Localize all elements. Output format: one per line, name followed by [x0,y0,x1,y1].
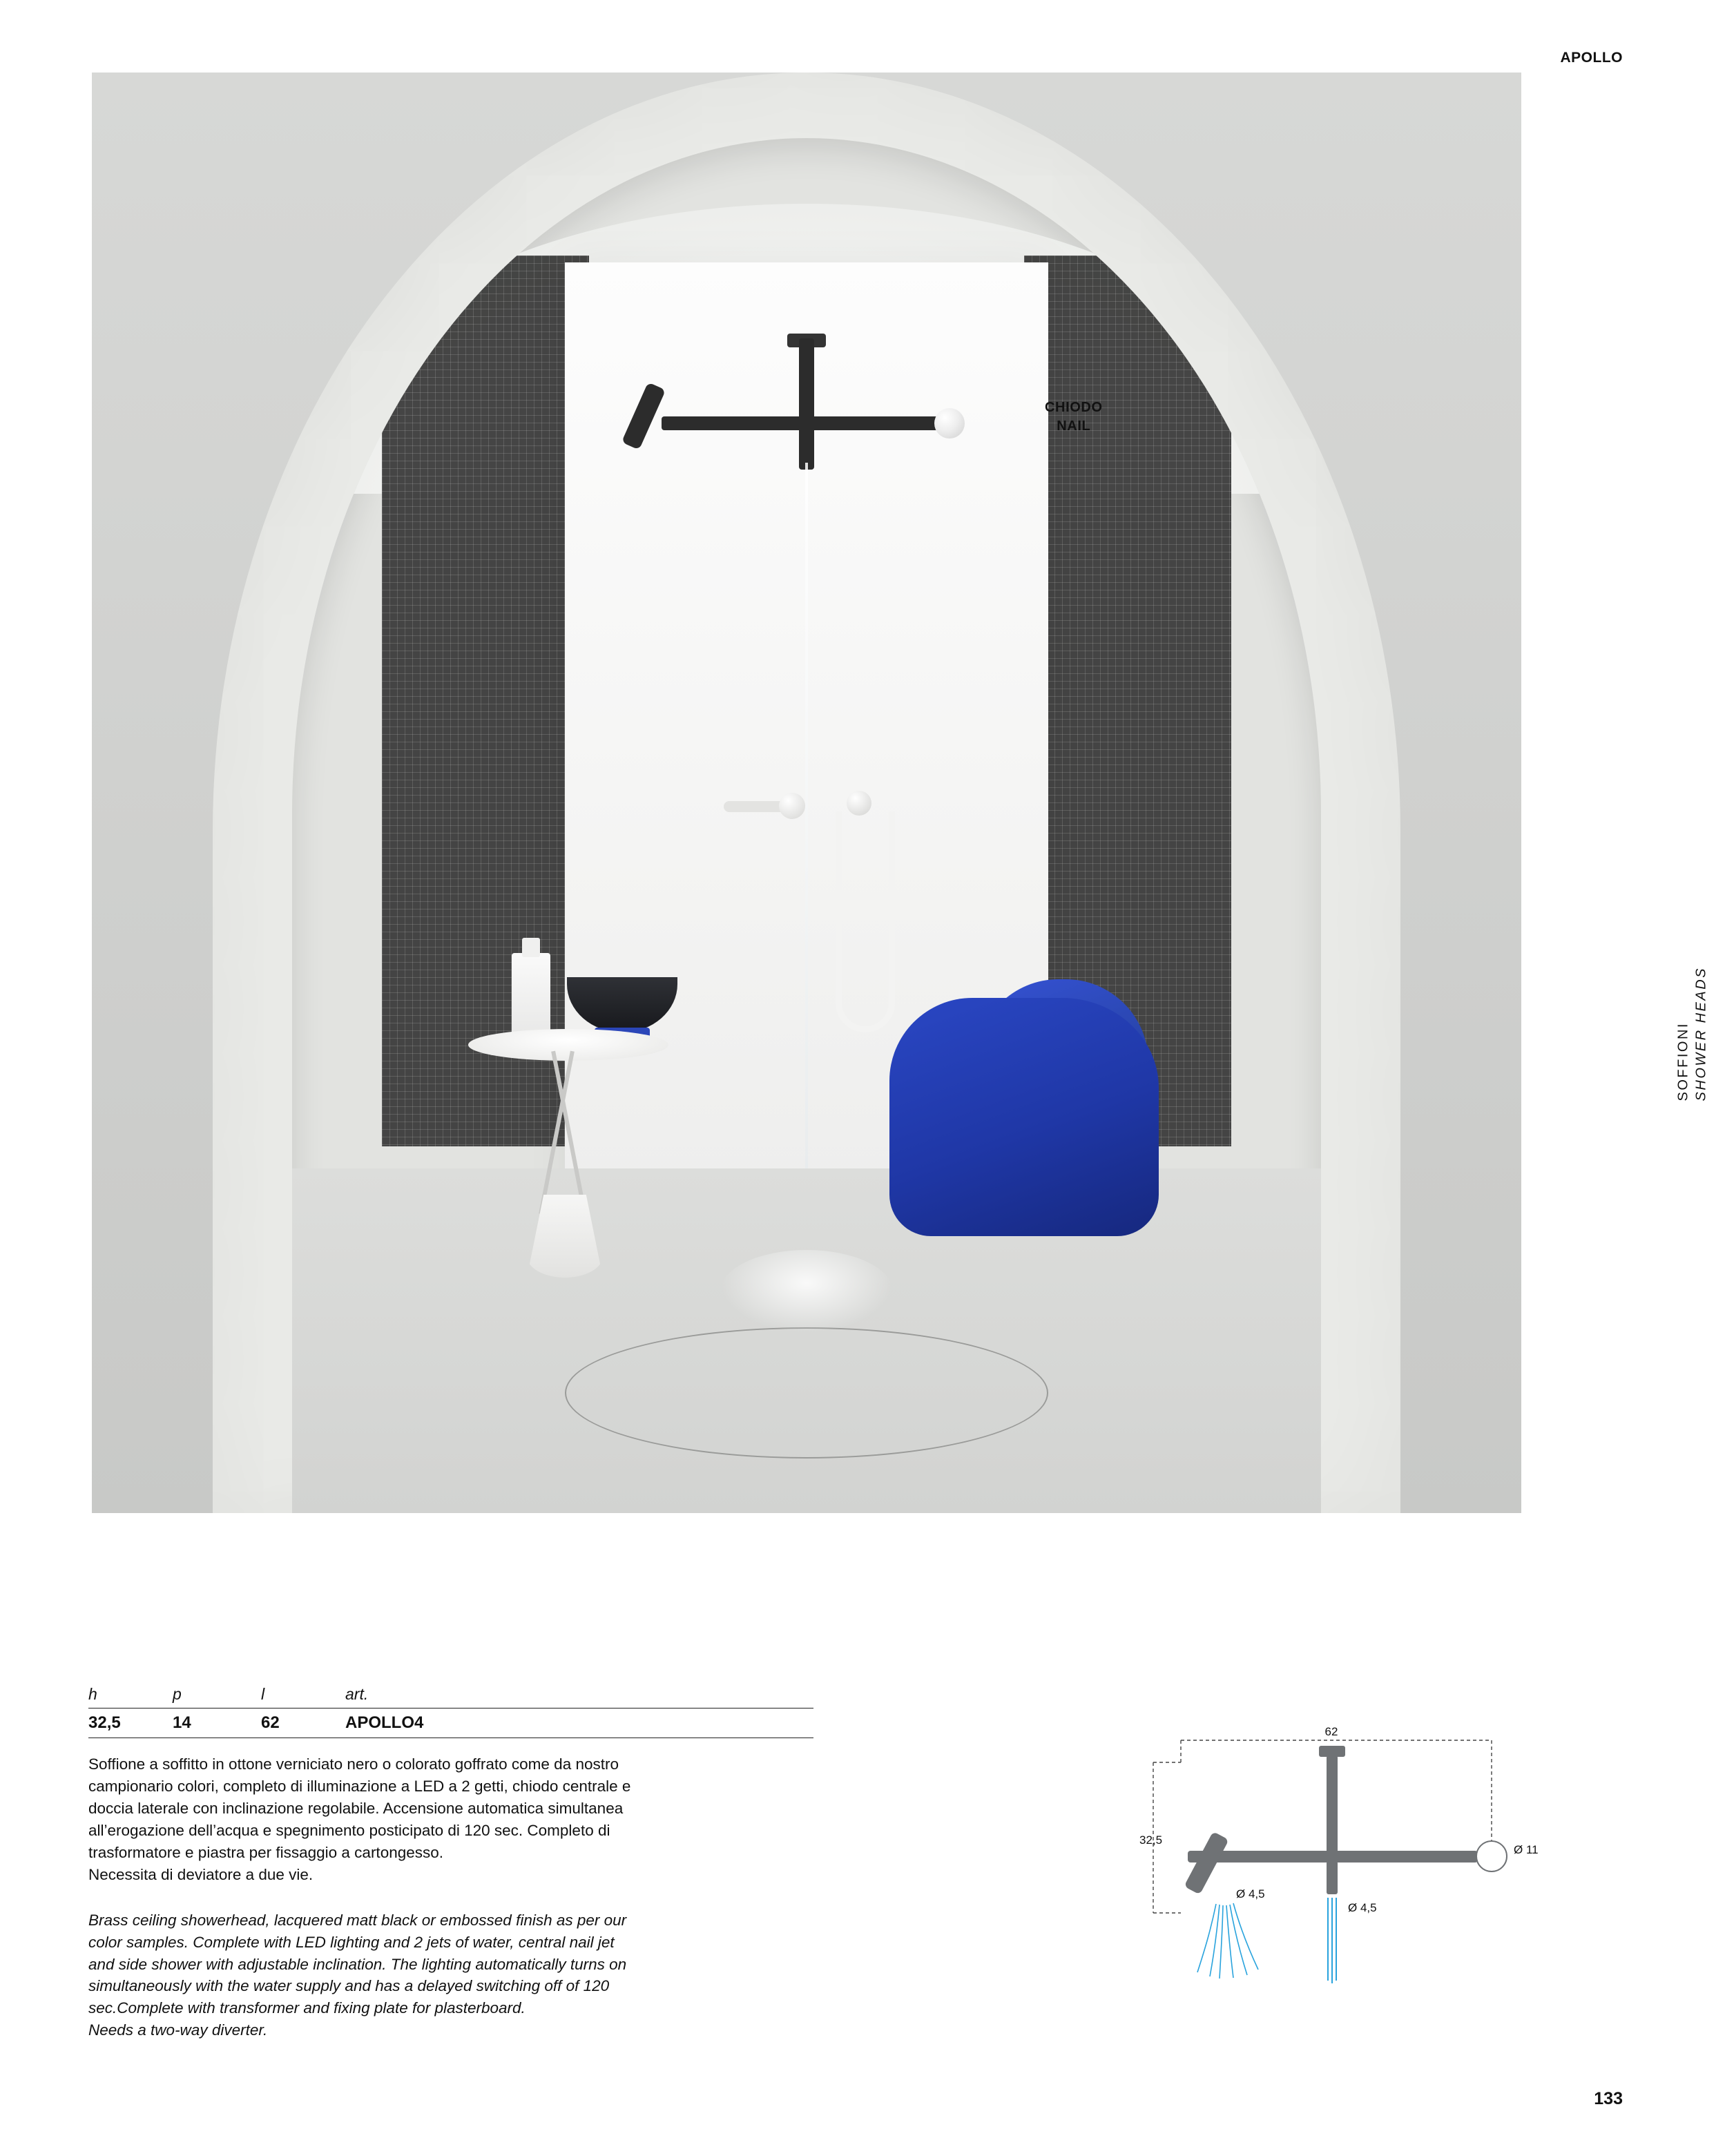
spec-header-h: h [88,1685,97,1703]
technical-drawing [1133,1713,1616,2044]
photo-side-table-top [468,1029,668,1061]
photo-led-ball [934,408,965,439]
description-en-line: Needs a two-way diverter. [88,2021,268,2039]
description-it-line: Necessita di deviatore a due vie. [88,1865,314,1883]
description-english [88,1909,813,2042]
spec-value-p: 14 [173,1713,191,1732]
photo-shower-stem [799,338,814,470]
photo-water-splash [720,1250,893,1333]
photo-shower-hose [836,811,895,1032]
photo-callout-line-en: NAIL [1057,418,1091,434]
tech-dim-nozzle-right: Ø 4,5 [1348,1901,1377,1914]
photo-callout-line-it: CHIODO [1045,400,1103,415]
spec-value-h: 32,5 [88,1713,121,1732]
section-label-it: SOFFIONI [1675,1022,1690,1101]
spec-header-p: p [173,1685,182,1703]
description-en-line: and side shower with adjustable inclination. The lighting automatically turns on [88,1955,627,1973]
spec-header-l: l [261,1685,265,1703]
tech-dim-width: 62 [1324,1725,1338,1738]
description-it-line: trasformatore e piastra per fissaggio a cartongesso. [88,1843,444,1861]
photo-bottle-cap [522,938,540,957]
section-side-label [1675,967,1709,1101]
description-it-line: doccia laterale con inclinazione regolabile. Accensione automatica simultanea [88,1799,624,1817]
spec-table-header [88,1685,813,1709]
description-en-line: sec.Complete with transformer and fixing plate for plasterboard. [88,1999,526,2017]
photo-floor-drain-circle [565,1327,1048,1459]
page-header-collection: APOLLO [1560,50,1623,66]
photo-mixer-knob [779,793,805,819]
tech-dim-height: 32,5 [1139,1833,1163,1847]
photo-shower-arm [662,416,952,430]
description-it-line: campionario colori, completo di illuminazione a LED a 2 getti, chiodo centrale e [88,1777,631,1795]
tech-dim-nozzle-left: Ø 4,5 [1236,1887,1265,1900]
specification-block [88,1685,813,2041]
product-photo [92,73,1521,1513]
spec-value-art-code: APOLLO4 [345,1713,424,1732]
photo-armchair [889,998,1159,1236]
description-en-line: simultaneously with the water supply and has a delayed switching off of 120 [88,1977,610,1995]
photo-callout-chiodo-nail [1045,398,1103,436]
photo-arch-inner [292,138,1321,1513]
spec-value-l: 62 [261,1713,280,1732]
photo-mosaic-left [382,256,589,1146]
description-it-line: Soffione a soffitto in ottone verniciato nero o colorato goffrato come da nostro [88,1755,619,1773]
description-italian [88,1753,813,1886]
description-it-line: all’erogazione dell’acqua e spegnimento posticipato di 120 sec. Completo di [88,1821,610,1839]
tech-dim-ball: Ø 11 [1514,1843,1539,1856]
spec-header-art: art. [345,1685,369,1703]
description-en-line: Brass ceiling showerhead, lacquered matt black or embossed finish as per our [88,1911,627,1929]
section-label-en: SHOWER HEADS [1693,967,1708,1101]
description-en-line: color samples. Complete with LED lighting and 2 jets of water, central nail jet [88,1933,615,1951]
table-row [88,1709,813,1738]
page-number: 133 [1594,2089,1623,2108]
